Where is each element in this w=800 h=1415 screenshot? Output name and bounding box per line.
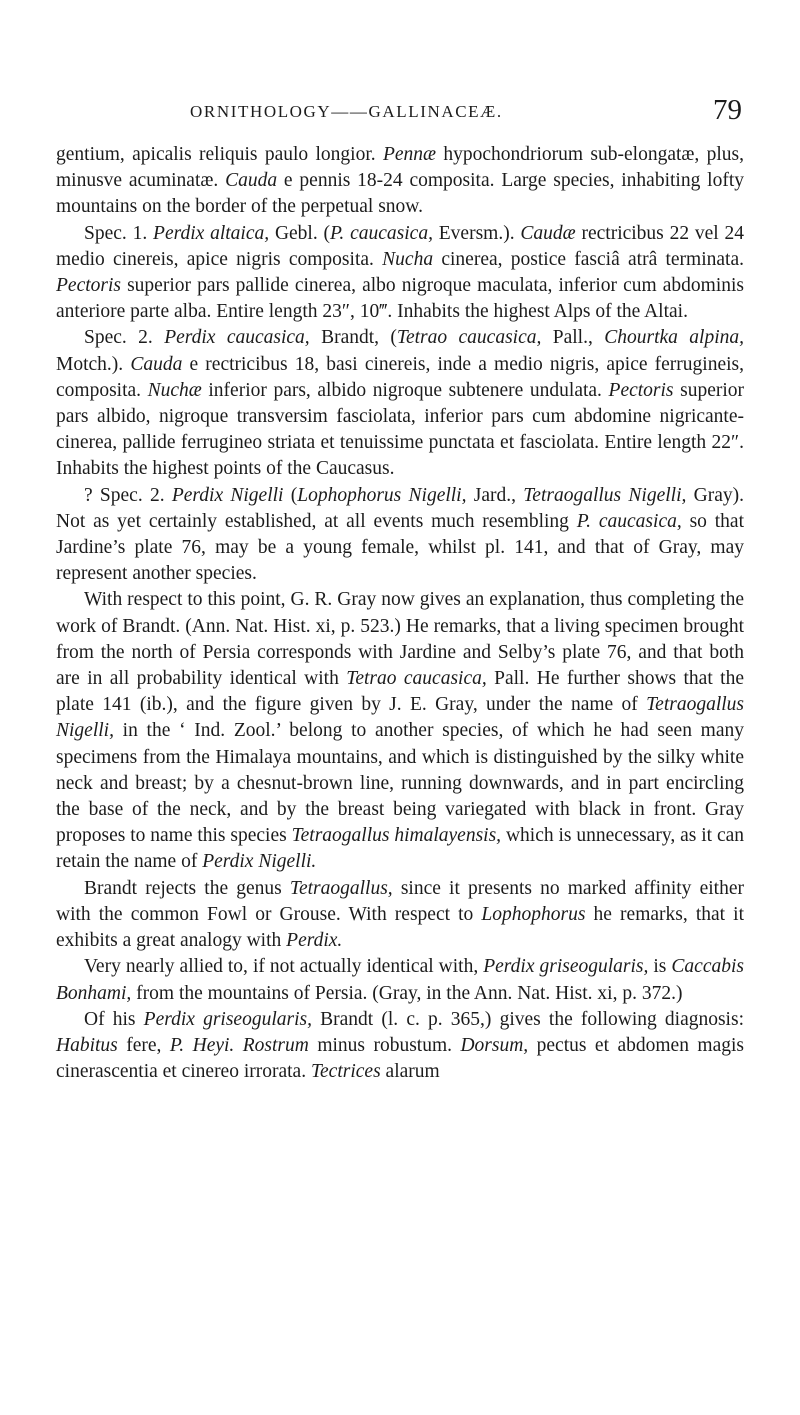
italic-term: Perdix griseogularis, xyxy=(483,956,649,978)
text-run: Gebl. ( xyxy=(269,222,331,244)
paragraph xyxy=(56,1007,744,1086)
body-text xyxy=(56,142,744,1085)
text-run: from the mountains of Persia. (Gray, in the Ann. Nat. Hist. xi, p. 372.) xyxy=(131,982,683,1004)
text-run: Of his xyxy=(84,1008,144,1030)
italic-term: Perdix Nigelli xyxy=(171,484,284,506)
italic-term: P. Heyi. xyxy=(169,1034,235,1056)
text-run: he remarks, that it exhibits a great analogy with xyxy=(56,903,744,952)
italic-term: Perdix caucasica, xyxy=(164,327,310,349)
text-run: Brandt rejects the genus xyxy=(84,877,290,899)
italic-term: Perdix altaica, xyxy=(153,222,270,244)
text-run: cinerea, postice fasciâ atrâ terminata. xyxy=(433,248,744,270)
text-run: rectricibus 22 vel 24 medio cinereis, apice nigris composita. xyxy=(56,222,745,270)
italic-term: Tetraogallus, xyxy=(289,877,393,899)
italic-term: Tectrices xyxy=(310,1061,381,1083)
italic-term: Rostrum xyxy=(242,1034,309,1056)
text-run: fere, xyxy=(117,1034,170,1056)
italic-term: P. caucasica, xyxy=(330,222,433,244)
italic-term: Perdix Nigelli. xyxy=(202,851,317,873)
page-number: 79 xyxy=(713,94,742,126)
italic-term: Nucha xyxy=(382,248,434,270)
italic-term: Tetraogallus Nigelli, xyxy=(56,694,744,742)
text-run: minus robustum. xyxy=(308,1034,461,1056)
text-run: With respect to this point, G. R. Gray now gives an explanation, thus completing the work of Brandt. (Ann. Nat. Hist. xi, p. 523.) He remarks, that a living specimen brought from the north of Persia corresponds with Jardine and Selby’s plate 76, and that both are in all probability identical with xyxy=(56,589,744,690)
text-run: alarum xyxy=(380,1061,440,1083)
paragraph xyxy=(56,142,744,221)
text-run: Brandt (l. c. p. 365,) gives the following diagnosis: xyxy=(311,1008,744,1030)
italic-term: Chourtka alpina, xyxy=(604,327,744,349)
text-run: superior pars pallide cinerea, albo nigroque maculata, inferior cum abdominis anteriore parte alba. Entire length 23″, 10‴. Inhabits the highest Alps of the Altai. xyxy=(56,275,744,323)
text-run: ( xyxy=(283,484,298,506)
text-run: Very nearly allied to, if not actually identical with, xyxy=(84,956,484,978)
running-head: ORNITHOLOGY——GALLINACEÆ. xyxy=(190,102,503,121)
text-run: Pall., xyxy=(541,327,605,349)
paragraph xyxy=(56,325,744,482)
italic-term: Pectoris xyxy=(56,275,121,297)
text-run xyxy=(234,1035,242,1056)
paragraph xyxy=(56,483,744,588)
text-run: since it presents no marked affinity either with the common Fowl or Grouse. With respect to xyxy=(56,877,744,925)
paragraph xyxy=(56,954,744,1006)
italic-term: Tetraogallus himalayensis, xyxy=(291,825,502,847)
text-run: Eversm.). xyxy=(432,222,521,244)
italic-term: Tetrao caucasica, xyxy=(346,668,487,690)
text-run: Spec. 2. xyxy=(84,327,165,349)
italic-term: Cauda xyxy=(225,170,278,192)
text-run: hypochondriorum sub-elongatæ, plus, minusve acuminatæ. xyxy=(56,144,744,192)
text-run: ? Spec. 2. xyxy=(84,484,172,506)
italic-term: Caudæ xyxy=(520,222,576,244)
text-run: which is unnecessary, as it can retain the name of xyxy=(56,825,745,873)
italic-term: Pectoris xyxy=(608,379,674,401)
italic-term: Cauda xyxy=(130,353,183,375)
italic-term: Pennæ xyxy=(382,144,437,165)
text-run: so that Jardine’s plate 76, may be a young female, whilst pl. 141, and that of Gray, may represent another species. xyxy=(56,510,744,585)
page-header xyxy=(0,96,800,136)
italic-term: Tetrao caucasica, xyxy=(396,327,542,349)
paragraph xyxy=(56,587,744,875)
text-run: in the ‘ Ind. Zool.’ belong to another species, of which he had seen many specimens from the Himalaya mountains, and which is distinguished by the silky white neck and breast; by a chesnut-brown line, running downwards, and in part encircling the base of the neck, and by the breast being variegated with black in front. Gray proposes to name this species xyxy=(56,720,744,847)
italic-term: P. caucasica, xyxy=(576,510,682,532)
text-run: pectus et abdomen magis cinerascentia et cinereo irrorata. xyxy=(56,1034,744,1083)
text-run: Brandt, ( xyxy=(309,327,397,349)
paragraph xyxy=(56,876,744,955)
text-run: e rectricibus 18, basi cinereis, inde a medio nigris, apice ferrugineis, composita. xyxy=(56,353,744,401)
italic-term: Lophophorus xyxy=(481,903,586,925)
text-run: Spec. 1. xyxy=(84,222,154,244)
italic-term: Habitus xyxy=(56,1034,118,1056)
text-run: inferior pars, albido nigroque subtenere undulata. xyxy=(201,379,609,401)
italic-term: Nuchæ xyxy=(147,379,202,401)
text-run: superior pars albido, nigroque transversim fasciolata, inferior pars cum abdomine nigricante-cinerea, pallide ferrugineo striata et tenuissime punctata et fasciolata. Entire length 22″. Inhabits the highest points of the Caucasus. xyxy=(56,379,744,480)
text-run: Gray). Not as yet certainly established, at all events much resembling xyxy=(56,484,744,532)
text-run: Motch.). xyxy=(56,353,131,375)
italic-term: Lophophorus Nigelli, xyxy=(297,484,467,506)
text-run: is xyxy=(648,956,672,978)
text-run: Jard., xyxy=(466,484,524,506)
text-run: e pennis 18-24 composita. Large species, inhabiting lofty mountains on the border of the perpetual snow. xyxy=(56,170,744,218)
italic-term: Tetraogallus Nigelli, xyxy=(523,484,687,506)
italic-term: Perdix. xyxy=(286,930,343,952)
paragraph xyxy=(56,221,744,326)
italic-term: Caccabis Bonhami, xyxy=(56,956,744,1004)
italic-term: Dorsum, xyxy=(460,1034,529,1056)
italic-term: Perdix griseogularis, xyxy=(143,1008,312,1030)
text-run: gentium, apicalis reliquis paulo longior. xyxy=(56,144,383,165)
text-run: Pall. He further shows that the plate 141 (ib.), and the figure given by J. E. Gray, under the name of xyxy=(56,668,744,716)
